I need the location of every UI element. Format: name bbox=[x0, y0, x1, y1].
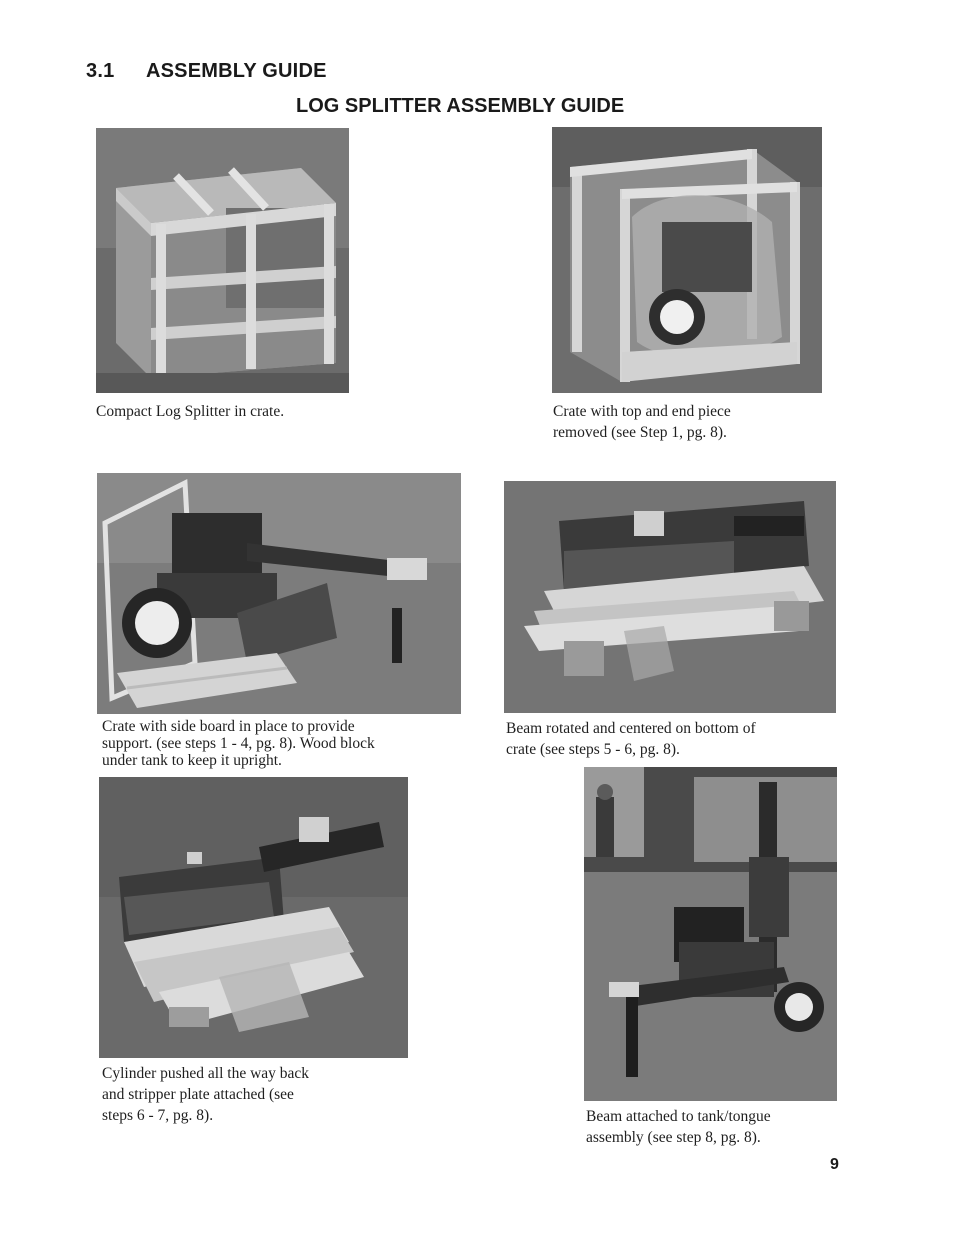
section-heading bbox=[86, 60, 327, 83]
caption-cylinder-pushed-back bbox=[102, 1063, 309, 1126]
caption-line: under tank to keep it upright. bbox=[102, 752, 282, 769]
caption-line: Crate with side board in place to provide bbox=[102, 718, 355, 735]
caption-line: Cylinder pushed all the way back bbox=[102, 1065, 310, 1082]
caption-line: removed (see Step 1, pg. 8). bbox=[553, 424, 727, 441]
caption-line: Beam rotated and centered on bottom of bbox=[506, 720, 756, 737]
caption-line: assembly (see step 8, pg. 8). bbox=[586, 1129, 761, 1146]
page-title: LOG SPLITTER ASSEMBLY GUIDE bbox=[296, 95, 625, 117]
photo-splitter-in-crate bbox=[96, 128, 349, 393]
page-number: 9 bbox=[830, 1156, 839, 1173]
caption-line: support. (see steps 1 - 4, pg. 8). Wood block bbox=[102, 735, 375, 752]
caption-line: Crate with top and end piece bbox=[553, 403, 731, 420]
photo-crate-top-removed bbox=[552, 127, 822, 393]
photo-side-board-support bbox=[97, 473, 461, 714]
caption-line: crate (see steps 5 - 6, pg. 8). bbox=[506, 741, 680, 758]
caption-line: and stripper plate attached (see bbox=[102, 1086, 294, 1103]
caption-line: Compact Log Splitter in crate. bbox=[96, 403, 285, 420]
photo-beam-attached bbox=[584, 767, 837, 1101]
caption-line: steps 6 - 7, pg. 8). bbox=[102, 1107, 214, 1124]
caption-side-board-support bbox=[102, 718, 375, 769]
caption-crate-top-removed bbox=[553, 401, 731, 443]
caption-beam-rotated bbox=[506, 718, 756, 760]
caption-beam-attached bbox=[586, 1106, 771, 1148]
caption-line: Beam attached to tank/tongue bbox=[586, 1108, 771, 1125]
section-title: ASSEMBLY GUIDE bbox=[146, 60, 327, 82]
caption-splitter-in-crate bbox=[96, 401, 284, 422]
photo-beam-rotated bbox=[504, 481, 836, 713]
section-number: 3.1 bbox=[86, 60, 115, 82]
photo-cylinder-pushed-back bbox=[99, 777, 408, 1058]
